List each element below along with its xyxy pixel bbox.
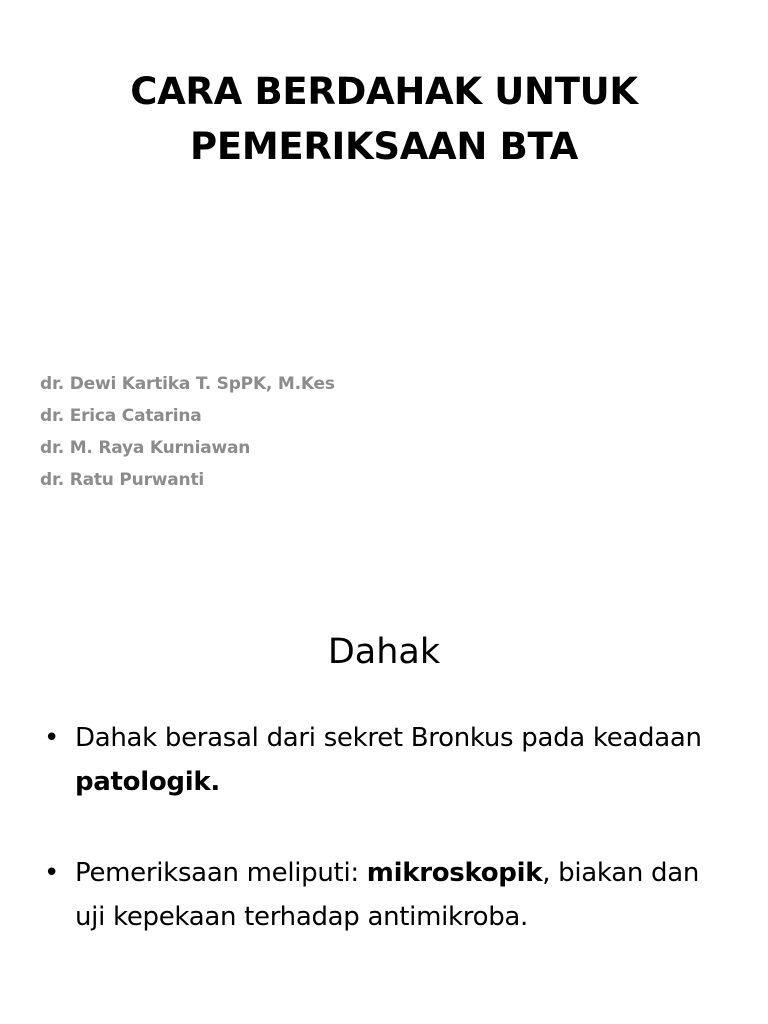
bullet-text	[75, 858, 699, 932]
bullet-text-bold: mikroskopik	[366, 858, 543, 888]
bullet-icon: •	[44, 858, 60, 888]
bullet-text-part: , biakan dan uji kepekaan terhadap antimikroba.	[75, 858, 700, 932]
slide-heading: Dahak	[327, 632, 441, 672]
content-slide	[0, 576, 768, 1024]
author-name: dr. Dewi Kartika T. SpPK, M.Kes	[40, 374, 335, 394]
title-line-2: PEMERIKSAAN BTA	[190, 125, 578, 168]
bullet-text-part: Dahak berasal dari sekret Bronkus pada keadaan	[75, 723, 702, 753]
author-name: dr. Ratu Purwanti	[40, 470, 204, 490]
bullet-text-part: Pemeriksaan meliputi:	[75, 858, 367, 888]
author-list	[40, 368, 640, 496]
bullet-text	[75, 723, 702, 797]
author-name: dr. M. Raya Kurniawan	[40, 438, 251, 458]
bullet-list	[44, 716, 734, 986]
author-name: dr. Erica Catarina	[40, 406, 202, 426]
bullet-icon: •	[44, 723, 60, 753]
slide-title	[40, 64, 728, 174]
bullet-text-bold: patologik.	[75, 767, 220, 797]
bullet-item	[44, 716, 734, 804]
bullet-item	[44, 851, 734, 939]
title-line-1: CARA BERDAHAK UNTUK	[130, 70, 638, 113]
